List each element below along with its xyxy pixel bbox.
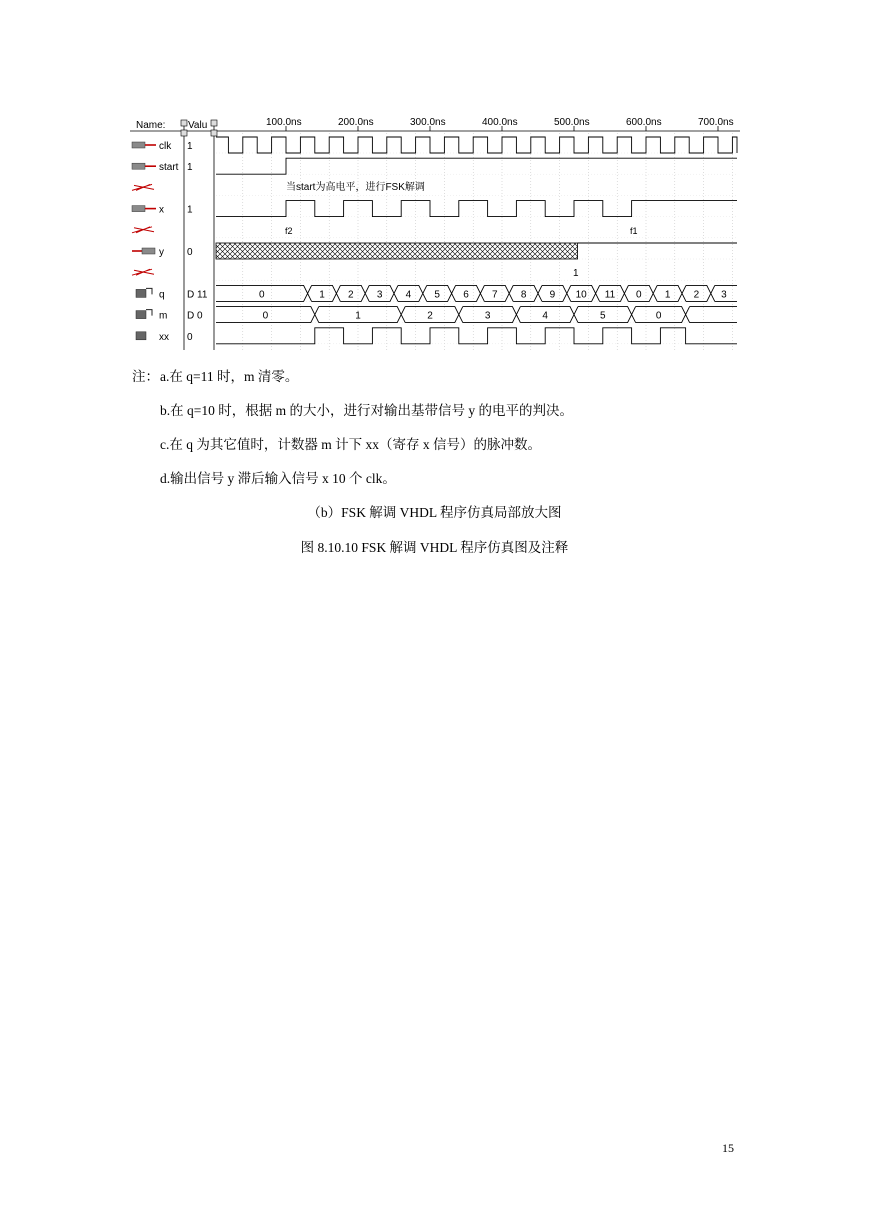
q-bus-value: 2: [693, 289, 700, 301]
q-bus-value: 11: [604, 289, 616, 301]
signal-value: 1: [187, 204, 193, 216]
column-splitter-handle[interactable]: [211, 120, 217, 126]
time-tick-label: 200.0ns: [338, 117, 374, 128]
signal-value: 0: [187, 247, 193, 258]
q-bus-value: 1: [664, 289, 671, 301]
q-bus-value: 6: [463, 289, 469, 301]
time-tick-label: 700.0ns: [698, 117, 734, 128]
m-bus-value: 5: [600, 310, 606, 322]
column-splitter-handle[interactable]: [211, 130, 217, 136]
q-bus-value: 8: [520, 289, 527, 301]
note-c: c.在 q 为其它值时，计数器 m 计下 xx（寄存 x 信号）的脉冲数。: [160, 437, 541, 452]
signal-value: 0: [187, 331, 193, 343]
q-bus-value: 0: [259, 289, 265, 301]
q-bus-value: 7: [492, 289, 498, 301]
signal-value: D 11: [187, 289, 208, 301]
f1-annotation: f1: [630, 226, 638, 236]
signal-name[interactable]: m: [159, 310, 168, 322]
m-bus-value: 2: [427, 310, 433, 322]
waveform-simulation-panel: [130, 114, 740, 350]
signal-name[interactable]: start: [159, 162, 179, 174]
signal-name[interactable]: xx: [159, 331, 169, 343]
q-bus-value: 10: [575, 289, 587, 301]
column-splitter-handle[interactable]: [181, 120, 187, 126]
signal-value: D 0: [187, 310, 203, 322]
time-tick-label: 300.0ns: [410, 117, 446, 128]
q-bus-value: 0: [636, 289, 642, 301]
time-tick-label: 600.0ns: [626, 117, 662, 128]
f2-annotation: f2: [285, 226, 293, 236]
signal-value: 1: [187, 141, 193, 152]
q-bus-value: 5: [434, 289, 440, 301]
q-bus-value: 1: [319, 289, 325, 301]
column-splitter-handle[interactable]: [181, 130, 187, 136]
time-tick-label: 500.0ns: [554, 117, 590, 128]
notes-label: 注：: [132, 369, 159, 384]
q-bus-value: 2: [348, 289, 354, 301]
start-annotation: 当start为高电平，进行FSK解调: [286, 182, 425, 193]
signal-name[interactable]: x: [159, 204, 164, 216]
signal-name[interactable]: clk: [159, 141, 172, 152]
figure-caption: 图 8.10.10 FSK 解调 VHDL 程序仿真图及注释: [300, 540, 569, 555]
m-bus-value: 4: [542, 310, 548, 322]
signal-name[interactable]: y: [159, 247, 164, 258]
m-bus-value: 3: [484, 310, 491, 322]
q-bus-value: 3: [721, 289, 727, 301]
time-tick-label: 400.0ns: [482, 117, 518, 128]
page-number: 15: [722, 1141, 734, 1155]
name-column-header: Name:: [136, 120, 166, 131]
note-b: b.在 q=10 时，根据 m 的大小，进行对输出基带信号 y 的电平的判决。: [160, 403, 573, 418]
q-bus-value: 3: [376, 289, 383, 301]
node-icon: [136, 332, 146, 340]
y-unknown-region: [216, 243, 578, 259]
signal-name[interactable]: q: [159, 289, 165, 301]
q-bus-value: 9: [549, 289, 556, 301]
value-column-header: Valu: [188, 120, 208, 131]
m-bus-value: 0: [262, 310, 269, 322]
q-bus-value: 4: [405, 289, 412, 301]
signal-value: 1: [187, 162, 193, 174]
sub-caption: （b）FSK 解调 VHDL 程序仿真局部放大图: [307, 505, 562, 520]
time-tick-label: 100.0ns: [266, 117, 302, 128]
note-a: a.在 q=11 时，m 清零。: [160, 369, 299, 384]
note-d: d.输出信号 y 滞后输入信号 x 10 个 clk。: [160, 471, 396, 486]
m-bus-value: 0: [655, 310, 662, 322]
y-one-annotation: 1: [573, 268, 579, 279]
m-bus-value: 1: [355, 310, 361, 322]
